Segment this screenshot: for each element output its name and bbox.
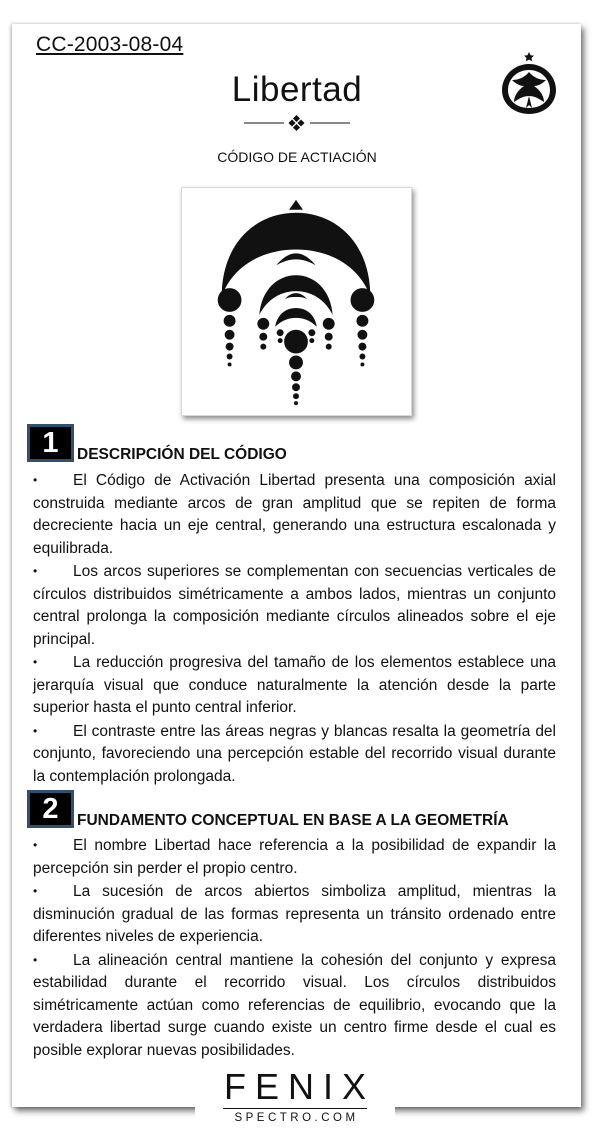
section-title: DESCRIPCIÓN DEL CÓDIGO [77, 446, 287, 463]
brand-site: SPECTRO.COM [234, 1112, 359, 1124]
diamond-ornament-icon [244, 114, 350, 132]
section-2-header [27, 790, 509, 828]
page-title: Libertad [231, 70, 363, 109]
section-number-badge: 2 [27, 790, 74, 828]
bullet-icon: • [33, 655, 38, 669]
section-number-badge: 1 [27, 424, 74, 462]
section-1-header [27, 424, 287, 462]
code-id: CC-2003-08-04 [36, 33, 184, 56]
section-2-body [33, 834, 556, 1062]
list-item: • La sucesión de arcos abiertos simboliza amplitud, mientras la disminución gradual de las formas representa un tránsito ordenado entre diferentes niveles de experiencia. [33, 880, 556, 949]
page-subtitle: CÓDIGO DE ACTIACIÓN [217, 149, 377, 165]
brand-divider [223, 1108, 367, 1109]
brand-name: FENIX [223, 1066, 375, 1107]
bullet-icon: • [33, 838, 38, 852]
phoenix-emblem-icon [496, 50, 562, 118]
bullet-icon: • [33, 564, 38, 578]
section-1-body [33, 469, 556, 788]
list-item: • El Código de Activación Libertad presenta una composición axial construida mediante arcos de gran amplitud que se repiten de forma decreciente hacia un eje central, generando una estructura escalonada y equilibrada. [33, 469, 556, 560]
list-item: • La alineación central mantiene la cohesión del conjunto y expresa estabilidad durante el recorrido visual. Los círculos distribuidos simétricamente actúan como referencias de equilibrio, evocando que la verdadera libertad surge cuando existe un centro firme desde el cual es posible explorar nuevas posibilidades. [33, 949, 556, 1063]
list-item: • Los arcos superiores se complementan con secuencias verticales de círculos distribuidos simétricamente a ambos lados, mientras un conjunto central prolonga la composición mediante círculos alineados sobre el eje principal. [33, 560, 556, 651]
bullet-icon: • [33, 952, 38, 967]
code-artwork [181, 187, 412, 416]
list-item: • El nombre Libertad hace referencia a la posibilidad de expandir la percepción sin perder el propio centro. [33, 834, 556, 880]
bullet-icon: • [33, 473, 38, 487]
list-item: • El contraste entre las áreas negras y blancas resalta la geometría del conjunto, favoreciendo una percepción estable del recorrido visual durante la contemplación prolongada. [33, 720, 556, 789]
section-title: FUNDAMENTO CONCEPTUAL EN BASE A LA GEOMETRÍA [77, 812, 509, 829]
list-item: • La reducción progresiva del tamaño de los elementos establece una jerarquía visual que conduce naturalmente la atención desde la parte superior hasta el punto central inferior. [33, 651, 556, 720]
brand-logo [195, 1062, 395, 1134]
bullet-icon: • [33, 884, 38, 898]
bullet-icon: • [33, 723, 38, 738]
